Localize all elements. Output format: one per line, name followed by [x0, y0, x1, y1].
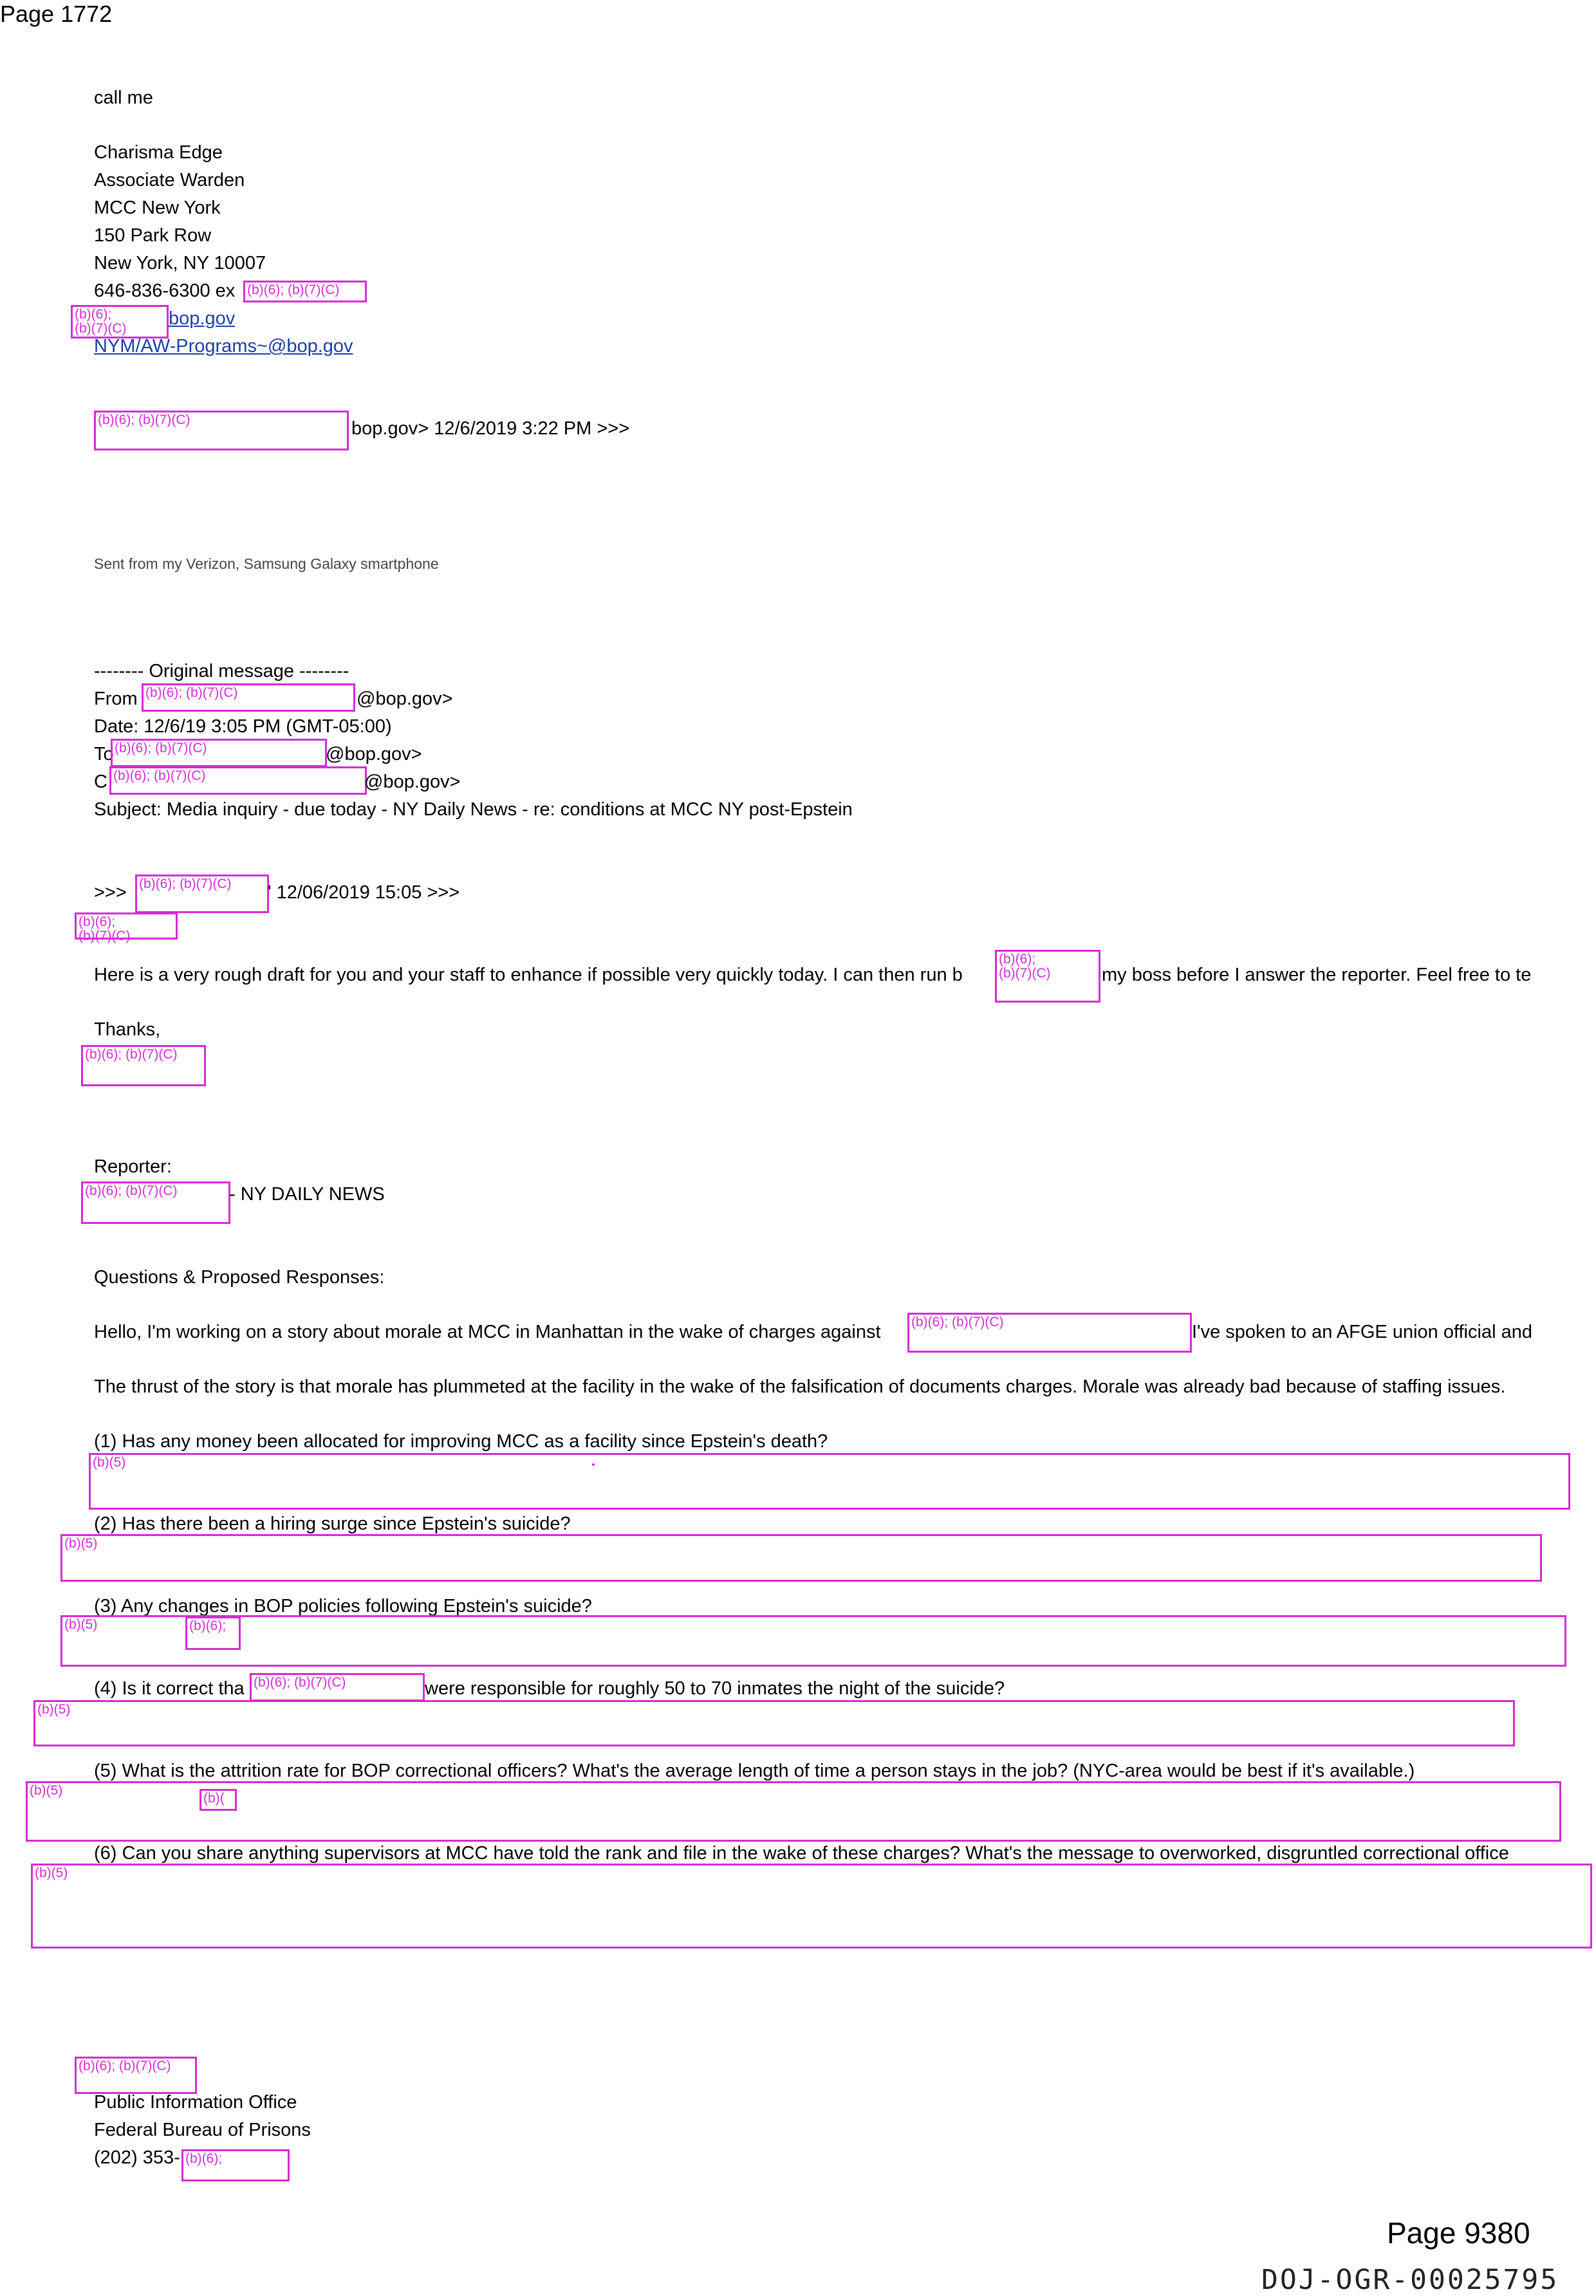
- redaction-box: (b)(5): [60, 1615, 1566, 1667]
- redaction-box: (b)(6); (b)(7)(C): [75, 2057, 197, 2094]
- redaction-box: (b)(5): [89, 1453, 1570, 1510]
- thanks-text: Thanks,: [94, 1019, 161, 1040]
- redaction-box: (b)(6); (b)(7)(C): [995, 950, 1100, 1003]
- closing-phone: (202) 353-: [94, 2147, 180, 2168]
- question-5: (5) What is the attrition rate for BOP correctional officers? What's the average length of time a person stays in the job? (NYC-area would be best if it's available.): [94, 1761, 1415, 1781]
- signature-name: Charisma Edge: [94, 142, 223, 163]
- original-message-divider: -------- Original message --------: [94, 661, 349, 681]
- group-email-link[interactable]: NYM/AW-Programs~@bop.gov: [94, 336, 353, 356]
- question-2: (2) Has there been a hiring surge since Epstein's suicide?: [94, 1514, 571, 1534]
- question-3: (3) Any changes in BOP policies following Epstein's suicide?: [94, 1596, 592, 1616]
- signature-title: Associate Warden: [94, 170, 245, 190]
- stray-mark: [592, 1463, 595, 1466]
- redaction-box: (b)(5): [26, 1781, 1561, 1842]
- closing-office: Public Information Office: [94, 2092, 297, 2113]
- signature-email-link[interactable]: bop.gov: [169, 308, 236, 329]
- to-label: To: [94, 744, 114, 764]
- reporter-outlet: - NY DAILY NEWS: [229, 1184, 385, 1205]
- signature-city: New York, NY 10007: [94, 253, 266, 273]
- redaction-box: (b)(6); (b)(7)(C): [135, 875, 269, 913]
- call-me-text: call me: [94, 88, 153, 108]
- question-4-part-2: were responsible for roughly 50 to 70 inmates the night of the suicide?: [425, 1678, 1005, 1699]
- redaction-box: (b)(6); (b)(7)(C): [907, 1313, 1192, 1353]
- qa-heading: Questions & Proposed Responses:: [94, 1267, 385, 1288]
- forward-prefix: >>>: [94, 882, 127, 903]
- question-4-part-1: (4) Is it correct tha: [94, 1678, 245, 1699]
- redaction-box: (b)(6); (b)(7)(C): [109, 766, 367, 795]
- cc-label: C: [94, 772, 107, 792]
- signature-street: 150 Park Row: [94, 225, 212, 246]
- redaction-box: (b)(6); (b)(7)(C): [75, 912, 178, 940]
- forward-body-part-2: my boss before I answer the reporter. Feel free to te: [1102, 965, 1532, 985]
- qa-intro-part-2: I've spoken to an AFGE union official and: [1192, 1322, 1532, 1342]
- forward-timestamp: ' 12/06/2019 15:05 >>>: [268, 882, 460, 903]
- from-label: From: [94, 689, 138, 709]
- redaction-box: (b)(6);: [185, 1616, 241, 1650]
- redaction-box: (b)(6); (b)(7)(C): [142, 683, 355, 712]
- cc-domain: @bop.gov>: [364, 772, 461, 792]
- reply-header-text: bop.gov> 12/6/2019 3:22 PM >>>: [351, 418, 630, 439]
- question-6: (6) Can you share anything supervisors at MCC have told the rank and file in the wake of these charges? What's the message to overworked, disgruntled correctional office: [94, 1843, 1509, 1864]
- redaction-box: (b)(6); (b)(7)(C): [243, 281, 367, 302]
- to-domain: @bop.gov>: [326, 744, 422, 764]
- redaction-box: (b)(5): [33, 1700, 1515, 1746]
- redaction-box: (b)(6); (b)(7)(C): [111, 739, 327, 767]
- subject-line: Subject: Media inquiry - due today - NY Daily News - re: conditions at MCC NY post-Epstein: [94, 799, 853, 820]
- redaction-box: (b)(6); (b)(7)(C): [71, 305, 169, 338]
- date-line: Date: 12/6/19 3:05 PM (GMT-05:00): [94, 716, 392, 737]
- redaction-box: (b)(: [200, 1789, 237, 1811]
- question-1: (1) Has any money been allocated for improving MCC as a facility since Epstein's death?: [94, 1431, 828, 1452]
- signature-facility: MCC New York: [94, 198, 221, 218]
- qa-intro-part-1: Hello, I'm working on a story about morale at MCC in Manhattan in the wake of charges against: [94, 1322, 881, 1342]
- sent-from-text: Sent from my Verizon, Samsung Galaxy smartphone: [94, 555, 439, 572]
- qa-thrust: The thrust of the story is that morale has plummeted at the facility in the wake of the falsification of documents charges. Morale was already bad because of staffing issues.: [94, 1376, 1506, 1397]
- bates-number: DOJ-OGR-00025795: [1261, 2264, 1559, 2296]
- redaction-box: (b)(5): [60, 1534, 1542, 1582]
- redaction-box: (b)(6); (b)(7)(C): [81, 1181, 230, 1224]
- redaction-box: (b)(5): [31, 1864, 1592, 1949]
- signature-phone: 646-836-6300 ex: [94, 281, 236, 301]
- page-number-header: Page 1772: [0, 1, 113, 27]
- forward-body-part-1: Here is a very rough draft for you and your staff to enhance if possible very quickly today. I can then run b: [94, 965, 963, 985]
- closing-agency: Federal Bureau of Prisons: [94, 2120, 311, 2140]
- redaction-box: (b)(6); (b)(7)(C): [94, 411, 349, 450]
- reporter-label: Reporter:: [94, 1156, 172, 1177]
- page-number-footer: Page 9380: [1387, 2216, 1530, 2250]
- redaction-box: (b)(6);: [181, 2149, 290, 2181]
- redaction-box: (b)(6); (b)(7)(C): [250, 1673, 425, 1701]
- redaction-box: (b)(6); (b)(7)(C): [81, 1045, 206, 1086]
- from-domain: @bop.gov>: [357, 689, 453, 709]
